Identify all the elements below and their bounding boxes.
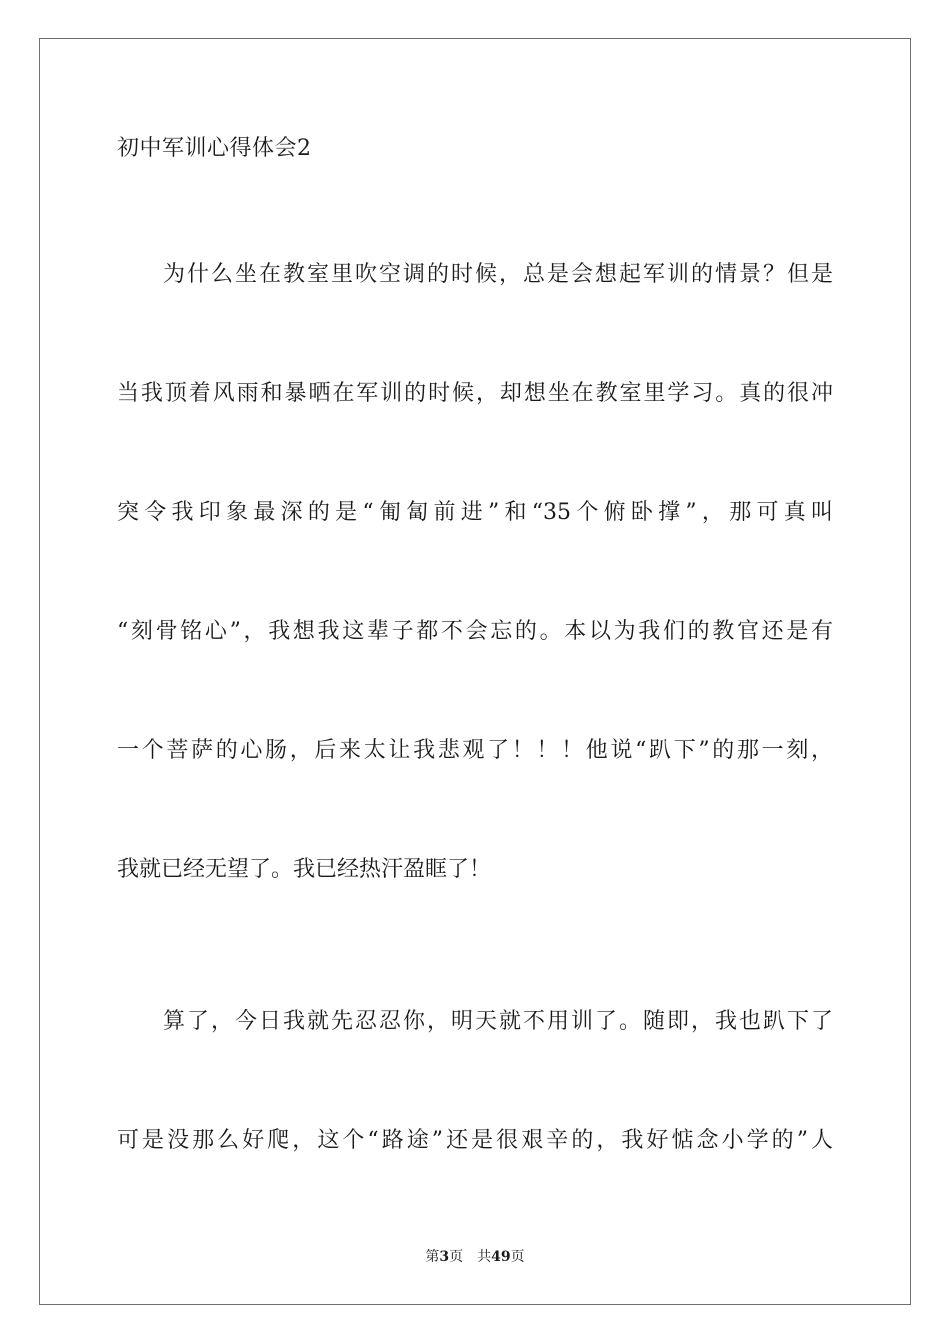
total-label-suffix: 页 [510,1249,525,1265]
paragraph-line: 突令我印象最深的是“匍匐前进”和“35个俯卧撑”，那可真叫 [117,500,833,525]
paragraph-line: 当我顶着风雨和暴晒在军训的时候，却想坐在教室里学习。真的很冲 [117,381,833,406]
paragraph-line: 我就已经无望了。我已经热汗盈眶了！ [117,857,492,882]
total-pages: 49 [491,1249,511,1265]
paragraph-line: 可是没那么好爬，这个“路途”还是很艰辛的，我好惦念小学的”人 [117,1128,833,1153]
page-number: 3 [439,1249,450,1265]
paragraph-line: 一个菩萨的心肠，后来太让我悲观了！！！他说“趴下”的那一刻， [117,738,833,763]
page-frame [39,38,911,1305]
paragraph-line: 算了，今日我就先忍忍你，明天就不用训了。随即，我也趴下了 [163,1009,833,1034]
page-footer [0,1247,950,1267]
paragraph-line: 为什么坐在教室里吹空调的时候，总是会想起军训的情景？但是 [163,262,833,287]
page-label-suffix: 页 [449,1249,464,1265]
total-label-prefix: 共 [477,1249,492,1265]
document-title: 初中军训心得体会2 [117,136,312,161]
paragraph-line: “刻骨铭心”，我想我这辈子都不会忘的。本以为我们的教官还是有 [117,619,833,644]
page-label-prefix: 第 [425,1249,440,1265]
